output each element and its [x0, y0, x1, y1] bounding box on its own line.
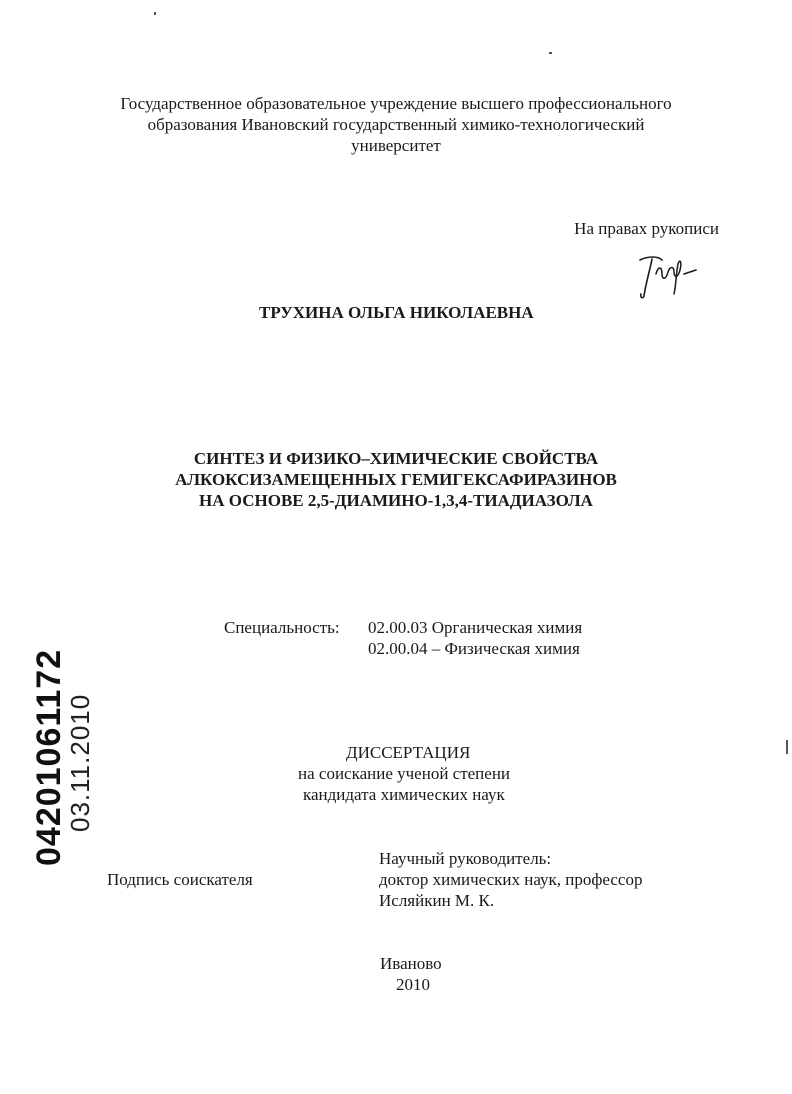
- city: Иваново: [380, 954, 442, 973]
- author-name: ТРУХИНА ОЛЬГА НИКОЛАЕВНА: [259, 303, 534, 322]
- institution-line-1: Государственное образовательное учреждение высшего профессионального: [120, 94, 672, 113]
- specialty-label: Специальность:: [224, 618, 340, 637]
- archive-stamp-number: 04201061172: [30, 648, 68, 866]
- supervisor-label: Научный руководитель:: [379, 849, 552, 868]
- dissertation-heading: ДИССЕРТАЦИЯ: [346, 743, 471, 762]
- supervisor-degree: доктор химических наук, профессор: [379, 870, 643, 889]
- scan-speck: [549, 52, 552, 54]
- candidate-signature-label: Подпись соискателя: [107, 870, 253, 889]
- title-line-3: НА ОСНОВЕ 2,5-ДИАМИНО-1,3,4-ТИАДИАЗОЛА: [199, 491, 593, 510]
- year: 2010: [396, 975, 430, 994]
- title-line-1: СИНТЕЗ И ФИЗИКО–ХИМИЧЕСКИЕ СВОЙСТВА: [193, 449, 599, 468]
- institution-line-3: университет: [351, 136, 441, 155]
- title-line-2: АЛКОКСИЗАМЕЩЕННЫХ ГЕМИГЕКСАФИРАЗИНОВ: [175, 470, 617, 489]
- rights-note: На правах рукописи: [574, 219, 719, 238]
- scan-speck: [786, 740, 788, 754]
- specialty-item: 02.00.04 – Физическая химия: [368, 639, 580, 658]
- dissertation-degree-line-1: на соискание ученой степени: [298, 764, 511, 783]
- supervisor-name: Исляйкин М. К.: [379, 891, 495, 910]
- institution-line-2: образования Ивановский государственный химико-технологический: [147, 115, 645, 134]
- dissertation-degree-line-2: кандидата химических наук: [303, 785, 505, 804]
- scan-speck: [154, 12, 156, 15]
- handwritten-signature: [634, 252, 700, 300]
- specialty-item: 02.00.03 Органическая химия: [368, 618, 583, 637]
- archive-stamp-date: 03.11.2010: [65, 693, 95, 832]
